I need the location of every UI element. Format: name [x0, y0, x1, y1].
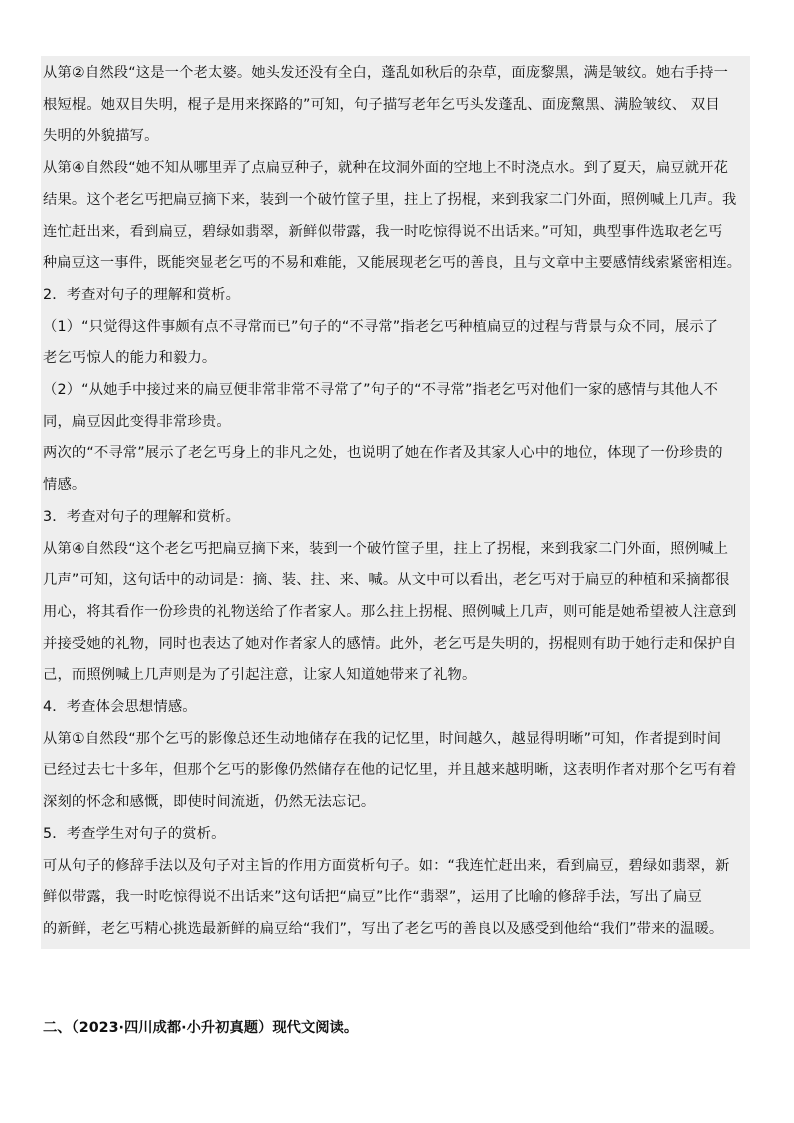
text-line: 根短棍。她双目失明，棍子是用来探路的”可知，句子描写老年乞丐头发蓬乱、面庞黧黑、满脸皱纹、 双目: [43, 96, 720, 113]
section-heading: 二、（2023·四川成都·小升初真题）现代文阅读。: [43, 1020, 359, 1036]
text-line: 的新鲜，老乞丐精心挑选最新鲜的扁豆给“我们”，写出了老乞丐的善良以及感受到他给“我们”带来的温暖。: [43, 920, 724, 937]
question-number-5: 5．考查学生对句子的赏析。: [43, 825, 226, 842]
question-number-2: 2．考查对句子的理解和赏析。: [43, 286, 241, 303]
text-line: 可从句子的修辞手法以及句子对主旨的作用方面赏析句子。如：“我连忙赶出来，看到扁豆，碧绿如翡翠，新: [43, 857, 730, 874]
text-line: 己，而照例喊上几声则是为了引起注意，让家人知道她带来了礼物。: [43, 667, 477, 684]
text-line: 同，扁豆因此变得非常珍贵。: [43, 413, 231, 430]
text-line: 老乞丐惊人的能力和毅力。: [43, 350, 217, 367]
text-line: 深刻的怀念和感慨，即使时间流逝，仍然无法忘记。: [43, 794, 376, 811]
text-line: 结果。这个老乞丐把扁豆摘下来，装到一个破竹筐子里，拄上了拐棍，来到我家二门外面，照例喊上几声。我: [43, 191, 737, 208]
text-line: 并接受她的礼物，同时也表达了她对作者家人的感情。此外，老乞丐是失明的，拐棍则有助于她行走和保护自: [43, 635, 737, 652]
text-line: 情感。: [43, 477, 87, 494]
text-line: 几声”可知，这句话中的动词是：摘、装、拄、来、喊。从文中可以看出，老乞丐对于扁豆的种植和采摘都很: [43, 572, 730, 589]
question-number-4: 4．考查体会思想情感。: [43, 699, 197, 716]
text-line: 失明的外貌描写。: [43, 128, 159, 145]
text-line: 已经过去七十多年，但那个乞丐的影像仍然储存在他的记忆里，并且越来越明晰，这表明作者对那个乞丐有着: [43, 762, 737, 779]
text-line: 用心，将其看作一份珍贵的礼物送给了作者家人。那么拄上拐棍、照例喊上几声，则可能是她希望被人注意到: [43, 603, 737, 620]
text-line: 鲜似带露，我一时吃惊得说不出话来”这句话把“扁豆”比作“翡翠”，运用了比喻的修辞手法，写出了扁豆: [43, 889, 702, 906]
text-line: 从第②自然段“这是一个老太婆。她头发还没有全白，蓬乱如秋后的杂草，面庞黎黑，满是皱纹。她右手持一: [43, 65, 729, 81]
answer-analysis-block: [41, 56, 750, 949]
text-line: （1）“只觉得这件事颇有点不寻常而已”句子的“不寻常”指老乞丐种植扁豆的过程与背景与众不同，展示了: [43, 318, 719, 335]
text-line: （2）“从她手中接过来的扁豆便非常非常不寻常了”句子的“不寻常”指老乞丐对他们一家的感情与其他人不: [43, 382, 719, 399]
text-line: 从第④自然段“这个老乞丐把扁豆摘下来，装到一个破竹筐子里，拄上了拐棍，来到我家二门外面，照例喊上: [43, 540, 729, 557]
text-line: 两次的“不寻常”展示了老乞丐身上的非凡之处，也说明了她在作者及其家人心中的地位，体现了一份珍贵的: [43, 445, 723, 462]
text-line: 从第①自然段“那个乞丐的影像总还生动地储存在我的记忆里，时间越久，越显得明晰”可知，作者提到时间: [43, 730, 722, 747]
text-line: 种扁豆这一事件，既能突显老乞丐的不易和难能，又能展现老乞丐的善良，且与文章中主要感情线索紧密相连。: [43, 255, 741, 272]
text-line: 连忙赶出来，看到扁豆，碧绿如翡翠，新鲜似带露，我一时吃惊得说不出话来。”可知，典型事件选取老乞丐: [43, 223, 723, 240]
question-number-3: 3．考查对句子的理解和赏析。: [43, 508, 241, 525]
text-line: 从第④自然段“她不知从哪里弄了点扁豆种子，就种在坟洞外面的空地上不时浇点水。到了夏天，扁豆就开花: [43, 160, 729, 177]
